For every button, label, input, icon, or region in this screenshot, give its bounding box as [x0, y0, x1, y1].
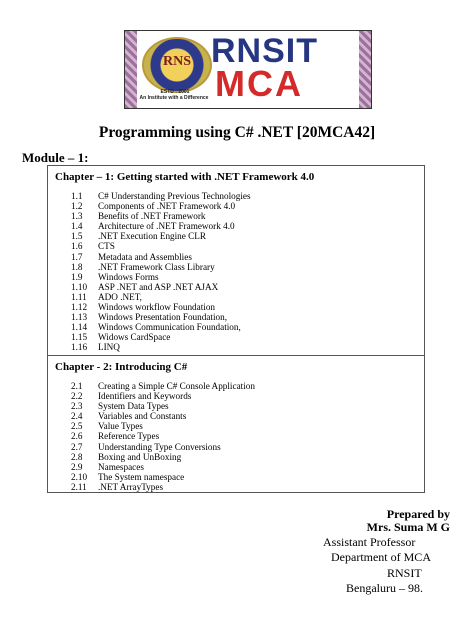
topic-number: 2.9 [71, 461, 83, 472]
topic-text: Variables and Constants [98, 411, 187, 422]
topic-text: .NET ArrayTypes [98, 481, 164, 492]
topic-item [48, 431, 424, 441]
topic-number: 1.8 [71, 261, 83, 272]
author-institute: RNSIT [387, 566, 422, 580]
author-city: Bengaluru – 98. [346, 581, 423, 595]
topic-text: Identifiers and Keywords [98, 391, 192, 402]
chapter-heading: Chapter - 2: Introducing C# [55, 361, 188, 373]
topic-number: 1.11 [71, 291, 87, 302]
topic-item [48, 381, 424, 391]
topic-list [48, 381, 424, 492]
topic-number: 1.4 [71, 221, 83, 232]
topic-number: 1.9 [71, 271, 83, 282]
topic-number: 2.1 [71, 381, 83, 391]
author-title: Assistant Professor [323, 535, 416, 549]
topic-number: 1.1 [71, 191, 83, 201]
topic-number: 1.14 [71, 322, 88, 333]
topic-number: 2.5 [71, 421, 83, 432]
topic-number: 1.3 [71, 211, 83, 222]
seal-text: RNS [162, 54, 191, 69]
topic-item [48, 191, 424, 201]
topic-item [48, 421, 424, 431]
topic-text: Reference Types [98, 431, 160, 442]
topic-text: Benefits of .NET Framework [98, 211, 206, 222]
topic-item [48, 411, 424, 421]
institute-seal [142, 37, 212, 93]
topic-text: ASP .NET and ASP .NET AJAX [98, 281, 219, 292]
topic-number: 1.5 [71, 231, 83, 242]
topic-list [48, 191, 424, 353]
topic-item [48, 201, 424, 211]
topic-item [48, 322, 424, 332]
topic-item [48, 262, 424, 272]
topic-item [48, 241, 424, 251]
topic-number: 1.6 [71, 241, 83, 252]
topic-item [48, 462, 424, 472]
topic-text: Creating a Simple C# Console Application [98, 381, 255, 391]
module-heading: Module – 1: [22, 150, 89, 165]
topic-text: System Data Types [98, 401, 169, 412]
topic-item [48, 391, 424, 401]
topic-number: 2.11 [71, 481, 87, 492]
topic-text: Widows CardSpace [98, 332, 171, 343]
topic-item [48, 472, 424, 482]
topic-text: C# Understanding Previous Technologies [98, 191, 251, 201]
topic-number: 2.7 [71, 441, 83, 452]
topic-item [48, 312, 424, 322]
topic-number: 1.12 [71, 302, 88, 313]
topic-text: Windows Presentation Foundation, [98, 312, 228, 323]
topic-number: 2.6 [71, 431, 83, 442]
topic-item [48, 342, 424, 352]
topic-text: Windows Communication Foundation, [98, 322, 241, 333]
topic-item [48, 221, 424, 231]
logo-established: ESTD : 2001 [160, 89, 190, 95]
topic-text: CTS [98, 241, 115, 252]
topic-number: 2.10 [71, 471, 88, 482]
chapter-2-box [47, 356, 425, 493]
topic-number: 1.10 [71, 281, 88, 292]
topic-item [48, 272, 424, 282]
chapter-1-box [47, 165, 425, 356]
topic-text: Understanding Type Conversions [98, 441, 221, 452]
topic-item [48, 442, 424, 452]
topic-text: Value Types [98, 421, 143, 432]
topic-text: Metadata and Assemblies [98, 251, 192, 262]
topic-text: Boxing and UnBoxing [98, 451, 182, 462]
topic-text: Windows Forms [98, 271, 159, 282]
institute-logo [124, 30, 372, 109]
topic-text: Components of .NET Framework 4.0 [98, 201, 236, 212]
topic-text: The System namespace [98, 471, 185, 482]
topic-text: ADO .NET, [98, 291, 142, 302]
chapter-heading: Chapter – 1: Getting started with .NET Framework 4.0 [55, 171, 315, 183]
topic-item [48, 401, 424, 411]
topic-number: 2.8 [71, 451, 83, 462]
topic-item [48, 302, 424, 312]
topic-number: 1.15 [71, 332, 88, 343]
topic-item [48, 452, 424, 462]
topic-number: 2.4 [71, 411, 83, 422]
topic-text: Namespaces [98, 461, 144, 472]
topic-item [48, 231, 424, 241]
topic-item [48, 332, 424, 342]
logo-word-mca: MCA [215, 63, 303, 104]
topic-number: 2.3 [71, 401, 83, 412]
topic-text: .NET Framework Class Library [98, 261, 215, 272]
document-title: Programming using C# .NET [20MCA42] [98, 124, 376, 141]
topic-item [48, 252, 424, 262]
topic-number: 1.2 [71, 201, 83, 212]
topic-item [48, 482, 424, 492]
topic-number: 1.13 [71, 312, 88, 323]
logo-word-rnsit: RNSIT [211, 32, 318, 70]
topic-text: .NET Execution Engine CLR [98, 231, 207, 242]
author-department: Department of MCA [331, 550, 431, 564]
topic-number: 1.16 [71, 342, 88, 353]
topic-text: LINQ [98, 342, 120, 353]
logo-tagline: An Institute with a Difference [139, 95, 209, 101]
topic-text: Windows workflow Foundation [98, 302, 216, 313]
topic-number: 1.7 [71, 251, 83, 262]
author-name: Mrs. Suma M G [366, 520, 450, 534]
topic-item [48, 211, 424, 221]
topic-text: Architecture of .NET Framework 4.0 [98, 221, 235, 232]
prepared-by-label: Prepared by [386, 507, 450, 521]
topic-item [48, 282, 424, 292]
topic-number: 2.2 [71, 391, 83, 402]
topic-item [48, 292, 424, 302]
logo-pattern-right [359, 31, 371, 108]
